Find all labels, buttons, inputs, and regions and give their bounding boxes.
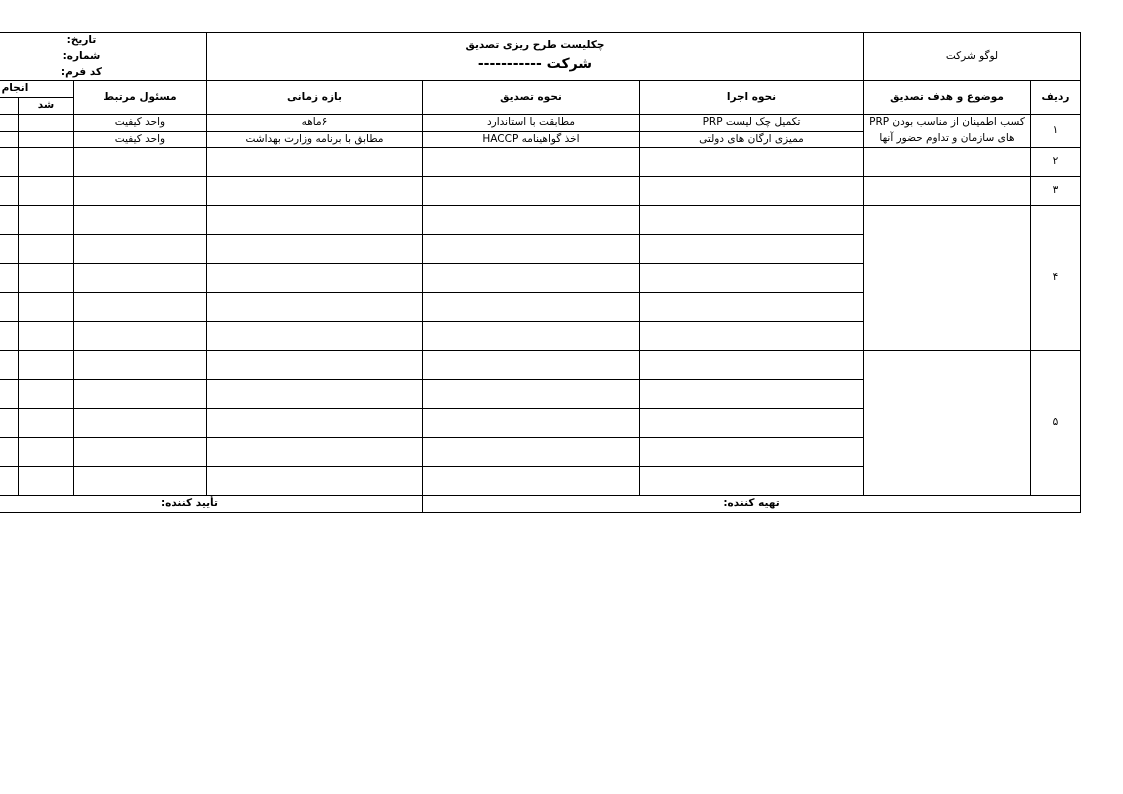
signature-row [0, 496, 1081, 513]
row-number-value: ۴ [1052, 271, 1059, 284]
row-done-yes-cell[interactable] [18, 351, 73, 380]
row-done-no-cell[interactable] [0, 131, 18, 148]
row-execution-cell [639, 438, 863, 467]
row-time-range-cell [206, 131, 422, 148]
row-done-yes-cell[interactable] [18, 235, 73, 264]
row-time-range-cell [206, 409, 422, 438]
row-execution-value: ممیزی ارگان های دولتی [699, 132, 804, 145]
header-execution-method [639, 81, 863, 115]
row-number-value: ۵ [1052, 416, 1059, 429]
row-responsible-cell [73, 351, 206, 380]
header-time-range-label: بازه زمانی [287, 90, 342, 103]
row-done-no-cell[interactable] [0, 351, 18, 380]
row-number-cell [1031, 351, 1081, 496]
row-done-yes-cell[interactable] [18, 148, 73, 177]
header-done-yes [18, 98, 73, 115]
header-verification-method [422, 81, 639, 115]
row-time-range-value: ۶ماهه [301, 115, 328, 128]
row-done-yes-cell[interactable] [18, 438, 73, 467]
header-subject-label: موضوع و هدف تصدیق [890, 90, 1004, 103]
header-done-group-label: انجام [1, 82, 29, 95]
row-verification-cell [422, 293, 639, 322]
row-done-no-cell[interactable] [0, 264, 18, 293]
row-verification-cell [422, 131, 639, 148]
row-subject-cell [863, 177, 1030, 206]
row-verification-cell [422, 438, 639, 467]
table-row [0, 177, 1081, 206]
row-verification-value: اخذ گواهینامه HACCP [482, 132, 580, 145]
row-time-range-cell [206, 206, 422, 235]
row-subject-value: کسب اطمینان از مناسب بودن PRP های سازمان و تداوم حضور آنها [869, 116, 1025, 144]
row-verification-cell [422, 467, 639, 496]
row-responsible-value: واحد کیفیت [114, 115, 166, 128]
header-subject [863, 81, 1030, 115]
row-responsible-cell [73, 114, 206, 131]
row-time-range-cell [206, 351, 422, 380]
row-responsible-cell [73, 235, 206, 264]
table-row [0, 148, 1081, 177]
row-execution-cell [639, 206, 863, 235]
row-done-no-cell[interactable] [0, 177, 18, 206]
row-execution-cell [639, 293, 863, 322]
row-done-no-cell[interactable] [0, 293, 18, 322]
header-verification-method-label: نحوه تصدیق [500, 90, 562, 103]
row-done-no-cell[interactable] [0, 322, 18, 351]
row-number-value: ۱ [1052, 124, 1059, 137]
row-responsible-cell [73, 438, 206, 467]
header-done-group [0, 81, 73, 98]
row-done-no-cell[interactable] [0, 235, 18, 264]
row-done-yes-cell[interactable] [18, 177, 73, 206]
row-verification-cell [422, 322, 639, 351]
row-responsible-cell [73, 467, 206, 496]
row-time-range-cell [206, 380, 422, 409]
row-done-yes-cell[interactable] [18, 380, 73, 409]
row-execution-cell [639, 131, 863, 148]
row-number-value: ۲ [1052, 155, 1059, 168]
preparer-cell [422, 496, 1080, 513]
row-done-yes-cell[interactable] [18, 264, 73, 293]
row-done-no-cell[interactable] [0, 409, 18, 438]
row-responsible-cell [73, 148, 206, 177]
row-responsible-cell [73, 206, 206, 235]
row-verification-cell [422, 380, 639, 409]
row-subject-cell [863, 351, 1030, 496]
row-verification-value: مطابقت با استاندارد [487, 115, 575, 128]
row-execution-cell [639, 380, 863, 409]
row-responsible-cell [73, 322, 206, 351]
form-title-cell [206, 33, 863, 81]
row-time-range-cell [206, 293, 422, 322]
form-subtitle: شرکت ----------- [477, 56, 593, 72]
row-execution-cell [639, 264, 863, 293]
row-done-yes-cell[interactable] [18, 293, 73, 322]
row-done-yes-cell[interactable] [18, 322, 73, 351]
header-row-number [1031, 81, 1081, 115]
table-row [0, 114, 1081, 131]
header-done-yes-label: شد [37, 99, 55, 111]
row-responsible-cell [73, 409, 206, 438]
row-verification-cell [422, 264, 639, 293]
row-verification-cell [422, 206, 639, 235]
header-row-number-label: ردیف [1041, 90, 1070, 103]
header-execution-method-label: نحوه اجرا [726, 90, 777, 103]
row-done-no-cell[interactable] [0, 206, 18, 235]
row-done-yes-cell[interactable] [18, 206, 73, 235]
row-verification-cell [422, 351, 639, 380]
number-label: شماره: [62, 49, 101, 62]
row-time-range-cell [206, 148, 422, 177]
form-title: چکلیست طرح ریزی تصدیق [465, 39, 605, 52]
row-subject-cell [863, 148, 1030, 177]
row-responsible-cell [73, 293, 206, 322]
row-done-no-cell[interactable] [0, 438, 18, 467]
row-done-no-cell[interactable] [0, 380, 18, 409]
row-done-yes-cell[interactable] [18, 467, 73, 496]
row-verification-cell [422, 409, 639, 438]
row-verification-cell [422, 148, 639, 177]
row-number-cell [1031, 177, 1081, 206]
row-execution-cell [639, 322, 863, 351]
row-number-cell [1031, 148, 1081, 177]
form-code-label: کد فرم: [60, 65, 103, 78]
header-time-range [206, 81, 422, 115]
row-done-yes-cell[interactable] [18, 114, 73, 131]
row-time-range-cell [206, 264, 422, 293]
row-verification-cell [422, 114, 639, 131]
row-execution-cell [639, 114, 863, 131]
row-subject-cell [863, 114, 1030, 148]
row-done-yes-cell[interactable] [18, 409, 73, 438]
approver-label: تأیید کننده: [160, 497, 218, 510]
form-header-row [0, 33, 1081, 81]
row-execution-cell [639, 467, 863, 496]
header-done-no [0, 98, 18, 115]
header-responsible-label: مسئول مرتبط [103, 90, 177, 103]
table-row [0, 206, 1081, 235]
row-number-cell [1031, 206, 1081, 351]
row-time-range-cell [206, 114, 422, 131]
row-time-range-cell [206, 322, 422, 351]
row-number-cell [1031, 114, 1081, 148]
company-logo-text: لوگو شرکت [945, 49, 999, 62]
row-execution-cell [639, 409, 863, 438]
row-execution-cell [639, 148, 863, 177]
approver-cell [0, 496, 422, 513]
row-execution-cell [639, 235, 863, 264]
row-done-no-cell[interactable] [0, 467, 18, 496]
column-header-row-top [0, 81, 1081, 98]
row-responsible-cell [73, 380, 206, 409]
row-time-range-cell [206, 467, 422, 496]
row-subject-cell [863, 206, 1030, 351]
company-logo-cell [863, 33, 1080, 81]
checklist-form [1, 32, 1081, 513]
row-execution-cell [639, 177, 863, 206]
row-time-range-cell [206, 438, 422, 467]
row-responsible-value: واحد کیفیت [114, 132, 166, 145]
date-label: تاریخ: [66, 34, 97, 46]
row-done-no-cell[interactable] [0, 114, 18, 131]
row-responsible-cell [73, 131, 206, 148]
row-done-no-cell[interactable] [0, 148, 18, 177]
row-execution-value: تکمیل چک لیست PRP [702, 115, 801, 128]
form-meta-cell [0, 33, 206, 81]
row-responsible-cell [73, 177, 206, 206]
row-number-value: ۳ [1052, 184, 1059, 197]
row-responsible-cell [73, 264, 206, 293]
row-verification-cell [422, 235, 639, 264]
preparer-label: تهیه کننده: [723, 497, 780, 510]
row-verification-cell [422, 177, 639, 206]
row-time-range-cell [206, 177, 422, 206]
header-responsible [73, 81, 206, 115]
row-execution-cell [639, 351, 863, 380]
row-time-range-cell [206, 235, 422, 264]
row-time-range-value: مطابق با برنامه وزارت بهداشت [245, 132, 384, 145]
checklist-table [0, 32, 1081, 513]
row-done-yes-cell[interactable] [18, 131, 73, 148]
table-row [0, 351, 1081, 380]
